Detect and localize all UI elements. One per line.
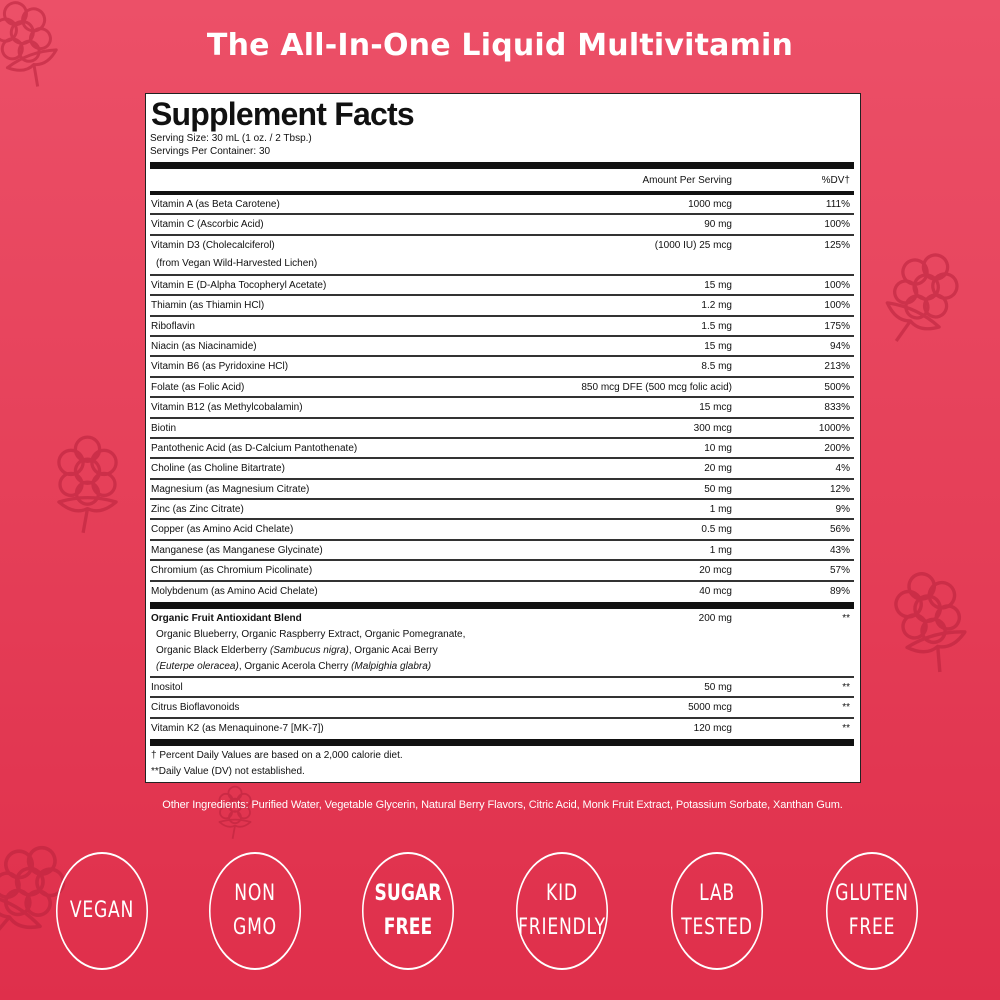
nutrient-name: Copper (as Amino Acid Chelate) xyxy=(151,524,294,536)
blend-amount: 200 mg xyxy=(698,613,732,625)
nutrient-amount: 15 mg xyxy=(704,279,732,291)
blend-name: Organic Fruit Antioxidant Blend xyxy=(151,613,302,625)
table-row xyxy=(150,480,854,500)
nutrient-dv: 56% xyxy=(829,524,850,536)
table-row xyxy=(150,500,854,520)
nutrient-name: Vitamin B12 (as Methylcobalamin) xyxy=(151,402,303,414)
nutrient-dv: 213% xyxy=(824,361,850,373)
servings-per-container: Servings Per Container: 30 xyxy=(150,146,271,157)
header-dv: %DV† xyxy=(821,175,850,186)
nutrient-list xyxy=(150,195,854,602)
blend-row xyxy=(150,609,854,678)
supplement-facts-panel xyxy=(145,93,861,783)
table-row xyxy=(150,561,854,581)
table-row xyxy=(150,296,854,316)
nutrient-name: Pantothenic Acid (as D-Calcium Pantothenate) xyxy=(151,442,358,454)
other-ingredients: Other Ingredients: Purified Water, Vegetable Glycerin, Natural Berry Flavors, Citric Acid, Monk Fruit Extract, Potassium Sorbate, Xanthan Gum. xyxy=(162,799,843,811)
nutrient-name: Vitamin A (as Beta Carotene) xyxy=(151,199,280,210)
nutrient-dv: 43% xyxy=(829,544,850,556)
nutrient-amount: 50 mg xyxy=(704,682,732,694)
other-nutrient-list xyxy=(150,678,854,739)
nutrient-amount: (1000 IU) 25 mcg xyxy=(654,239,732,251)
nutrient-amount: 1.2 mg xyxy=(701,300,732,312)
nutrient-dv: 175% xyxy=(824,320,850,332)
raspberry-outline-icon xyxy=(856,225,989,365)
nutrient-name: Thiamin (as Thiamin HCl) xyxy=(151,300,265,312)
nutrient-name: Citrus Bioflavonoids xyxy=(151,702,240,714)
blend-description: Organic Blueberry, Organic Raspberry Extract, Organic Pomegranate, Organic Black Elderberry (Sambucus nigra), Organic Acai Berry (Euterpe oleracea), Organic Acerola Cherry (Malpighia glabra) xyxy=(156,629,466,673)
nutrient-name: Zinc (as Zinc Citrate) xyxy=(151,504,244,516)
nutrient-name: Biotin xyxy=(151,422,177,434)
nutrient-amount: 850 mcg DFE (500 mcg folic acid) xyxy=(581,381,732,393)
header-amount: Amount Per Serving xyxy=(642,175,732,186)
nutrient-amount: 0.5 mg xyxy=(701,524,732,536)
table-row xyxy=(150,276,854,296)
nutrient-dv: 833% xyxy=(824,402,850,414)
nutrient-amount: 20 mcg xyxy=(699,565,732,577)
nutrient-dv: 125% xyxy=(824,239,850,251)
nutrient-amount: 15 mcg xyxy=(699,402,732,414)
nutrient-amount: 1000 mcg xyxy=(688,199,732,210)
table-row xyxy=(150,337,854,357)
nutrient-name: Niacin (as Niacinamide) xyxy=(151,340,257,352)
nutrient-name: Vitamin C (Ascorbic Acid) xyxy=(151,219,264,231)
table-row xyxy=(150,520,854,540)
nutrient-dv: 9% xyxy=(835,504,850,516)
badge-kid-friendly: KID FRIENDLY xyxy=(516,852,608,970)
nutrient-amount: 10 mg xyxy=(704,442,732,454)
divider-thick xyxy=(150,162,854,169)
nutrient-amount: 300 mcg xyxy=(693,422,732,434)
nutrient-dv: 4% xyxy=(835,463,850,475)
badge-lab-tested: LAB TESTED xyxy=(671,852,763,970)
table-header xyxy=(150,169,854,191)
page-headline: The All-In-One Liquid Multivitamin xyxy=(206,28,794,63)
nutrient-amount: 90 mg xyxy=(704,219,732,231)
nutrient-name: Molybdenum (as Amino Acid Chelate) xyxy=(151,585,318,597)
nutrient-amount: 1 mg xyxy=(709,504,732,516)
nutrient-dv: 57% xyxy=(829,565,850,577)
nutrient-name: Magnesium (as Magnesium Citrate) xyxy=(151,483,310,495)
badge-row xyxy=(0,850,1000,980)
raspberry-outline-icon xyxy=(40,425,135,535)
table-row xyxy=(150,317,854,337)
nutrient-amount: 120 mcg xyxy=(693,722,732,734)
nutrient-dv: 100% xyxy=(824,279,850,291)
nutrient-name: Inositol xyxy=(151,682,183,694)
table-row xyxy=(150,236,854,276)
nutrient-source: (from Vegan Wild-Harvested Lichen) xyxy=(156,257,318,269)
nutrient-amount: 1.5 mg xyxy=(701,320,732,332)
table-row xyxy=(150,398,854,418)
table-row xyxy=(150,419,854,439)
nutrient-dv: 1000% xyxy=(818,422,850,434)
raspberry-outline-icon xyxy=(867,549,993,686)
table-row xyxy=(150,541,854,561)
table-row xyxy=(150,582,854,602)
nutrient-dv: 94% xyxy=(829,340,850,352)
supplement-facts-title: Supplement Facts xyxy=(151,96,414,132)
nutrient-name: Vitamin D3 (Cholecalciferol) (from Vegan Wild-Harvested Lichen) xyxy=(150,239,532,270)
table-row xyxy=(150,719,854,739)
nutrient-name: Vitamin E (D-Alpha Tocopheryl Acetate) xyxy=(151,279,327,291)
badge-sugar-free: SUGAR FREE xyxy=(362,852,454,970)
divider-thick xyxy=(150,602,854,609)
table-row xyxy=(150,357,854,377)
table-row xyxy=(150,215,854,235)
table-row xyxy=(150,678,854,698)
nutrient-dv: 100% xyxy=(824,300,850,312)
table-row xyxy=(150,698,854,718)
table-row xyxy=(150,459,854,479)
nutrient-amount: 50 mg xyxy=(704,483,732,495)
nutrient-name: Vitamin K2 (as Menaquinone-7 [MK-7]) xyxy=(151,722,324,734)
badge-non-gmo: NON GMO xyxy=(209,852,301,970)
nutrient-amount: 40 mcg xyxy=(699,585,732,597)
nutrient-dv: 89% xyxy=(829,585,850,597)
nutrient-name: Folate (as Folic Acid) xyxy=(151,381,245,393)
nutrient-dv: 12% xyxy=(829,483,850,495)
nutrient-amount: 20 mg xyxy=(704,463,732,475)
nutrient-amount: 1 mg xyxy=(709,544,732,556)
badge-gluten-free: GLUTEN FREE xyxy=(826,852,918,970)
table-row xyxy=(150,195,854,215)
nutrient-amount: 15 mg xyxy=(704,340,732,352)
nutrient-name: Vitamin B6 (as Pyridoxine HCl) xyxy=(151,361,289,373)
nutrient-dv: 200% xyxy=(824,442,850,454)
nutrient-dv: ** xyxy=(842,702,850,714)
nutrient-name: Chromium (as Chromium Picolinate) xyxy=(151,565,313,577)
nutrient-dv: ** xyxy=(842,682,850,694)
nutrient-dv: 100% xyxy=(824,219,850,231)
footnote-dv: † Percent Daily Values are based on a 2,000 calorie diet. xyxy=(151,750,403,762)
nutrient-name: Riboflavin xyxy=(151,320,195,332)
footnote-not-established: **Daily Value (DV) not established. xyxy=(151,766,305,778)
serving-size: Serving Size: 30 mL (1 oz. / 2 Tbsp.) xyxy=(150,133,312,144)
nutrient-dv: ** xyxy=(842,722,850,734)
divider-thick xyxy=(150,739,854,746)
nutrient-dv: 111% xyxy=(825,199,850,210)
blend-dv: ** xyxy=(842,613,850,625)
nutrient-amount: 8.5 mg xyxy=(701,361,732,373)
nutrient-dv: 500% xyxy=(824,381,850,393)
table-row xyxy=(150,439,854,459)
nutrient-name: Choline (as Choline Bitartrate) xyxy=(151,463,285,475)
table-row xyxy=(150,378,854,398)
badge-vegan: VEGAN xyxy=(56,852,148,970)
nutrient-name: Manganese (as Manganese Glycinate) xyxy=(151,544,323,556)
nutrient-amount: 5000 mcg xyxy=(688,702,732,714)
